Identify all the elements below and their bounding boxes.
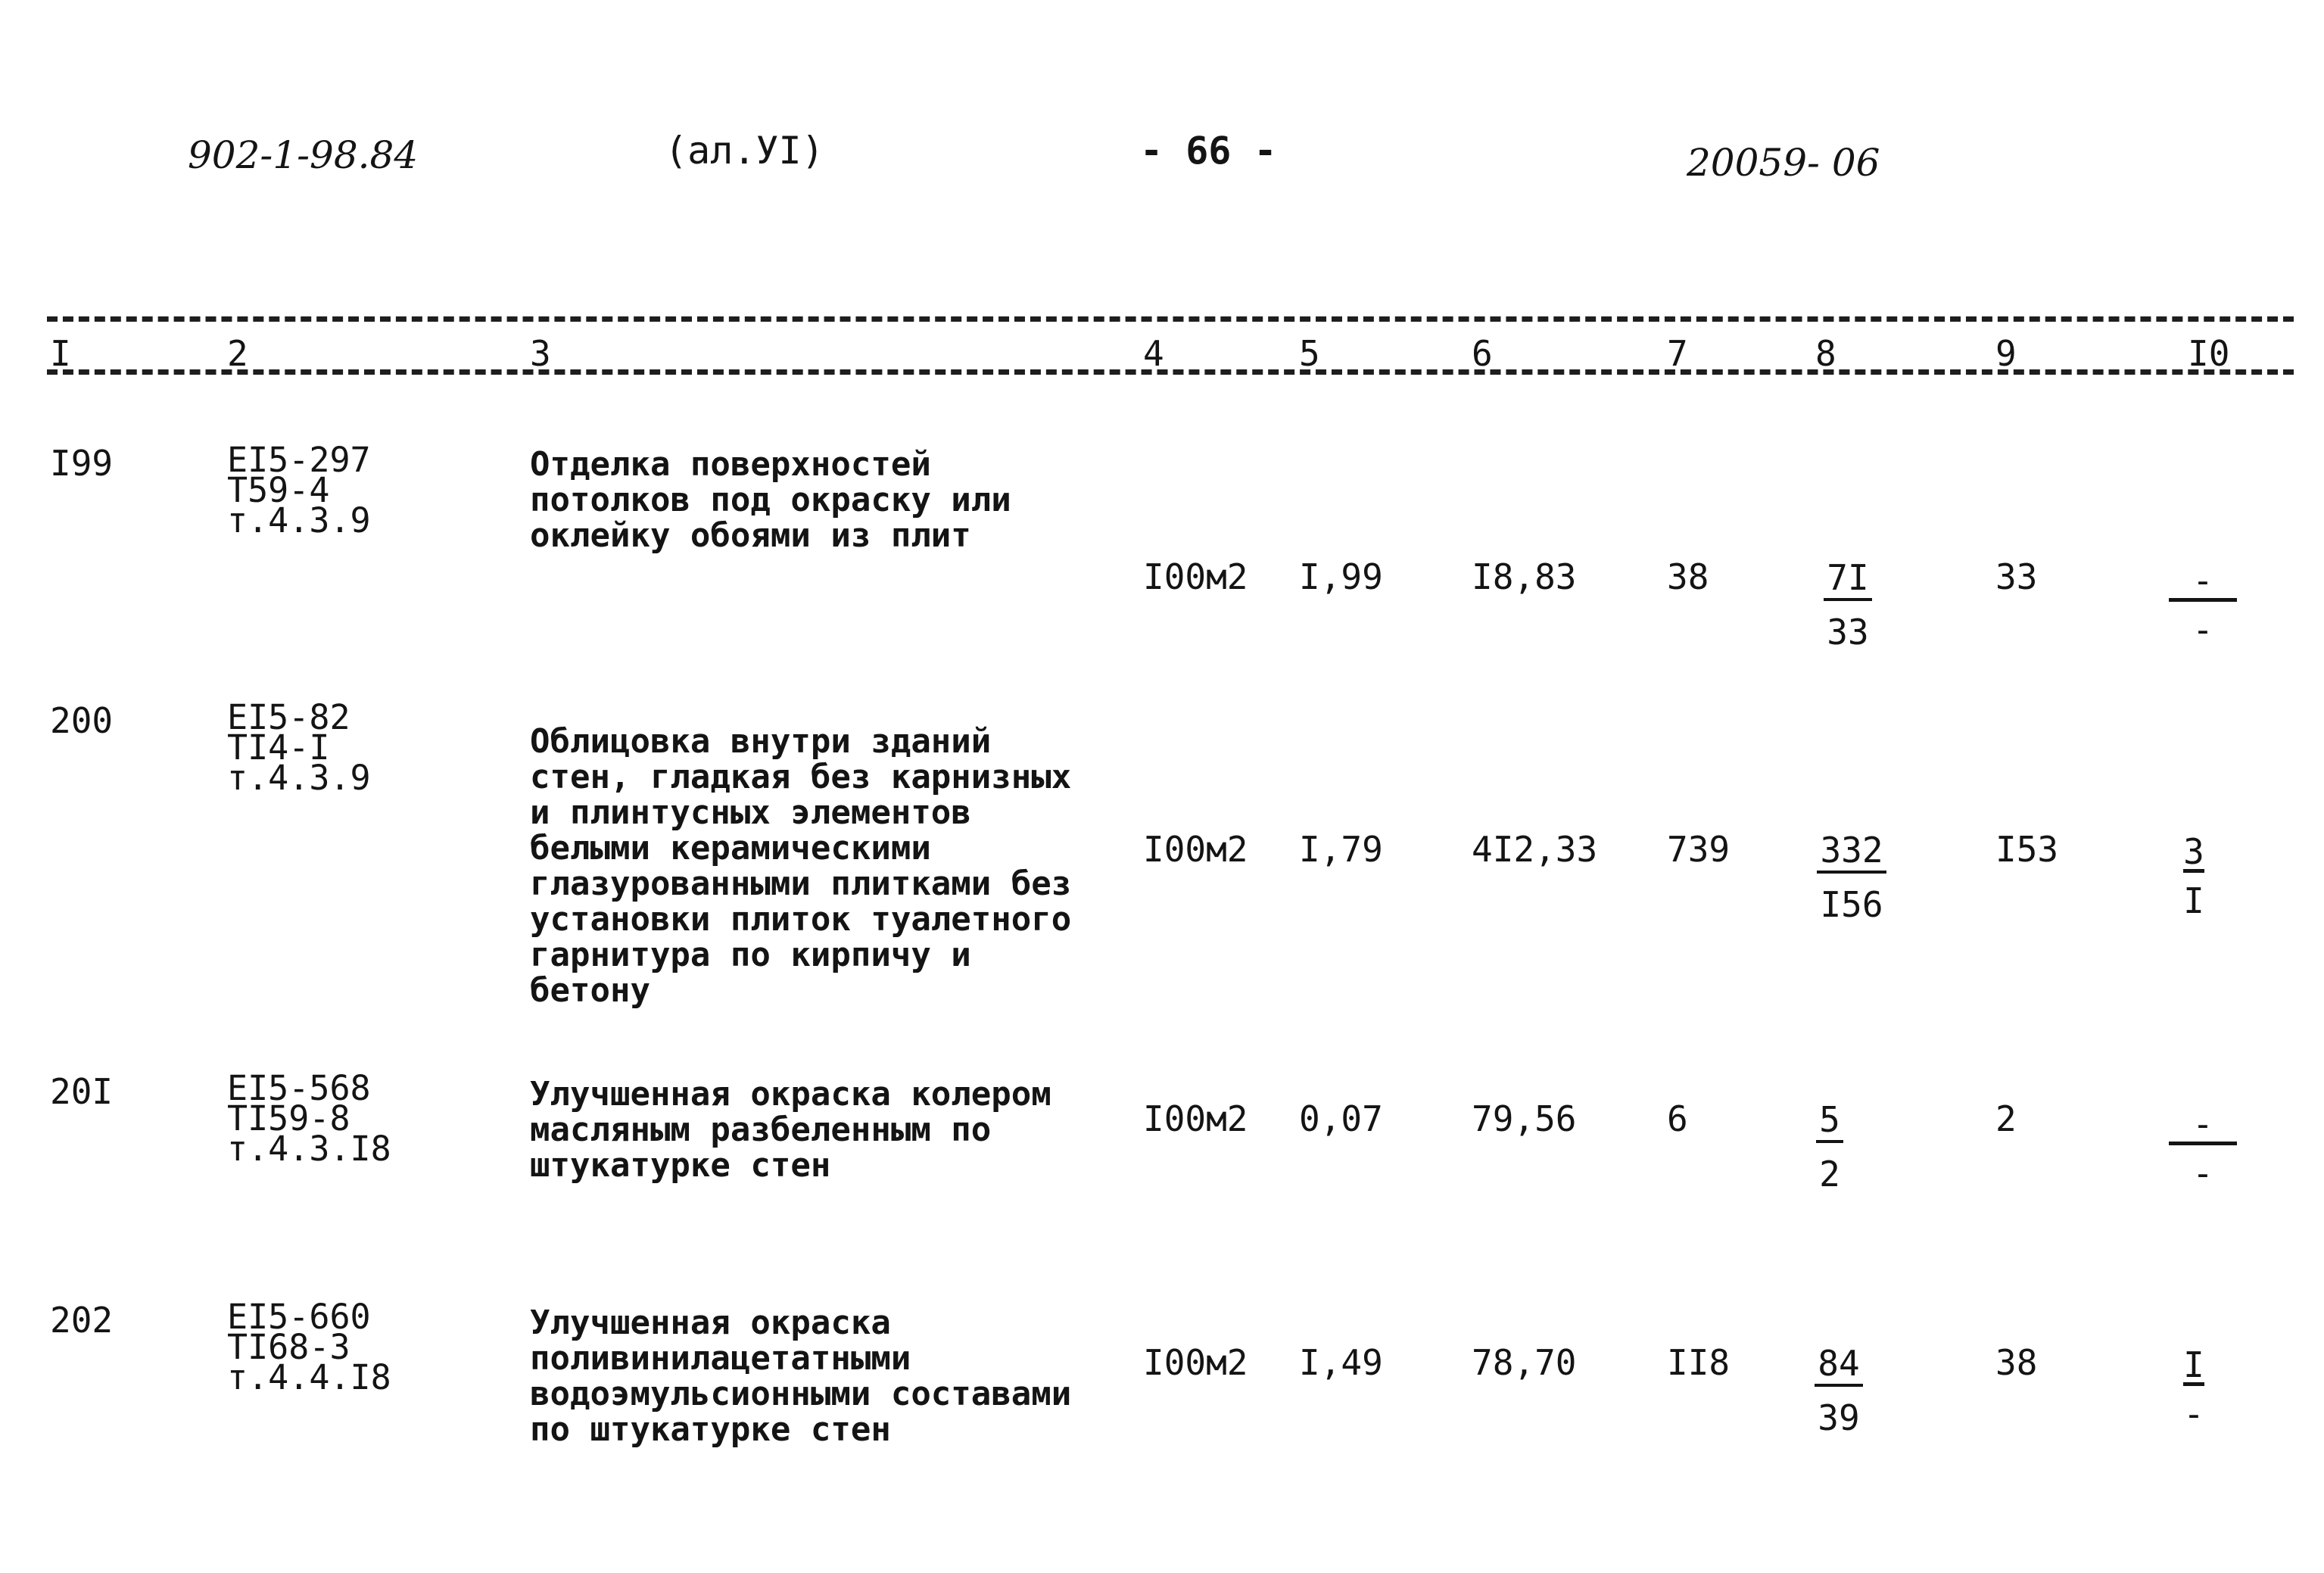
wages-bottom: 2 (1819, 1154, 1840, 1195)
document-code: 902-1-98.84 (188, 133, 419, 177)
machine-cost: 2 (1995, 1098, 2017, 1139)
total-cost: 38 (1667, 556, 1709, 597)
total-cost: 6 (1667, 1098, 1688, 1139)
row-number: 202 (50, 1300, 114, 1341)
table-row (0, 440, 2324, 653)
wages-bottom: I56 (1820, 884, 1883, 925)
unit-price: 79,56 (1472, 1098, 1577, 1139)
wages-bottom: 39 (1818, 1397, 1860, 1438)
col10-top: 3 (2183, 831, 2204, 872)
order-number: 20059- 06 (1687, 141, 1880, 185)
table-top-rule (47, 316, 2294, 322)
row-number: 20I (50, 1071, 114, 1112)
work-description: Облицовка внутри зданий стен, гладкая без карнизных и плинтусных элементов белыми керамическими глазурованными плитками без установки плиток туалетного гарнитура по кирпичу и бетону (530, 722, 1072, 1010)
row-number: I99 (50, 443, 114, 484)
col-header-4: 4 (1143, 333, 1164, 374)
col-header-10: I0 (2188, 333, 2230, 374)
wages-bottom: 33 (1827, 612, 1869, 653)
total-cost: II8 (1667, 1342, 1731, 1383)
work-description: Улучшенная окраска поливинилацетатными водоэмульсионными составами по штукатурке стен (530, 1304, 1072, 1449)
col-header-5: 5 (1299, 333, 1320, 374)
rate-code: ЕI5-660 ТI68-3 т.4.4.I8 (227, 1297, 391, 1397)
rate-code: ЕI5-82 ТI4-I т.4.3.9 (227, 697, 371, 798)
col10-bottom: - (2192, 1153, 2213, 1194)
table-header-rule (47, 369, 2294, 375)
col10-top: I (2183, 1344, 2204, 1385)
quantity: I,99 (1299, 556, 1383, 597)
unit: I00м2 (1143, 1098, 1248, 1139)
col10-bottom: I (2183, 880, 2204, 921)
col-header-8: 8 (1815, 333, 1836, 374)
table-row (0, 697, 2324, 1010)
col-header-9: 9 (1995, 333, 2017, 374)
col10-fraction (2156, 831, 2232, 921)
rate-code: ЕI5-568 ТI59-8 т.4.3.I8 (227, 1068, 391, 1169)
rate-code: ЕI5-297 Т59-4 т.4.3.9 (227, 440, 371, 540)
quantity: I,79 (1299, 829, 1383, 870)
machine-cost: 33 (1995, 556, 2038, 597)
col10-top: - (2169, 1107, 2237, 1145)
machine-cost: I53 (1995, 829, 2059, 870)
col10-bottom: - (2183, 1394, 2204, 1434)
unit: I00м2 (1143, 829, 1248, 870)
unit: I00м2 (1143, 556, 1248, 597)
col10-bottom: - (2192, 609, 2213, 650)
col-header-2: 2 (227, 333, 248, 374)
machine-cost: 38 (1995, 1342, 2038, 1383)
col10-fraction (2156, 1344, 2232, 1434)
wages-top: 332 (1817, 831, 1886, 874)
album-label: (ал.УI) (665, 129, 824, 173)
total-cost: 739 (1667, 829, 1731, 870)
unit-price: I8,83 (1472, 556, 1577, 597)
wages-fraction (1811, 1101, 1849, 1193)
col-header-3: 3 (530, 333, 551, 374)
work-description: Улучшенная окраска колером масляным разбеленным по штукатурке стен (530, 1075, 1051, 1185)
table-row (0, 1068, 2324, 1195)
unit-price: 4I2,33 (1472, 829, 1598, 870)
col10-fraction (2165, 1104, 2241, 1194)
col10-fraction (2165, 560, 2241, 650)
quantity: I,49 (1299, 1342, 1383, 1383)
col10-top: - (2169, 563, 2237, 602)
wages-fraction (1814, 559, 1882, 651)
wages-top: 5 (1816, 1101, 1843, 1143)
row-number: 200 (50, 700, 114, 741)
wages-top: 84 (1815, 1344, 1862, 1387)
work-description: Отделка поверхностей потолков под окраску или оклейку обоями из плит (530, 445, 1011, 555)
page-number: - 66 - (1140, 129, 1277, 173)
col-header-1: I (50, 333, 71, 374)
wages-fraction (1812, 1344, 1865, 1437)
col-header-7: 7 (1667, 333, 1688, 374)
unit-price: 78,70 (1472, 1342, 1577, 1383)
col-header-6: 6 (1472, 333, 1493, 374)
quantity: 0,07 (1299, 1098, 1383, 1139)
wages-fraction (1814, 831, 1889, 924)
table-row (0, 1297, 2324, 1449)
unit: I00м2 (1143, 1342, 1248, 1383)
wages-top: 7I (1824, 559, 1871, 601)
